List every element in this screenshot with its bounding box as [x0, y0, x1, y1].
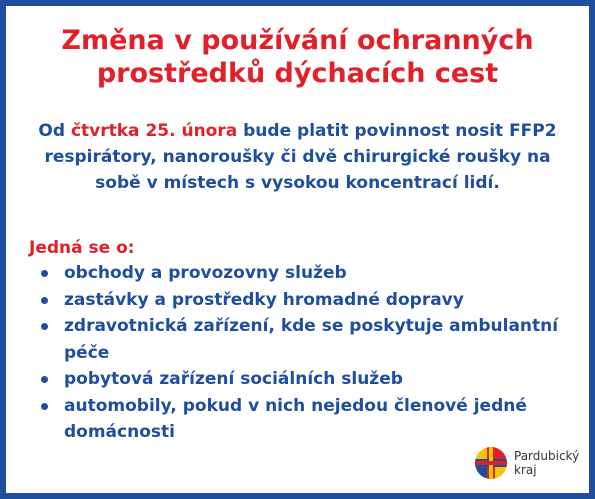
- intro-rest: bude platit povinnost nosit FFP2 respirátory, nanoroušky či dvě chirurgické roušky na sobě v místech s vysokou koncentrací lidí.: [44, 121, 557, 193]
- logo: [474, 446, 579, 480]
- logo-line1: Pardubický: [514, 449, 580, 463]
- list-heading: Jedná se o:: [29, 238, 135, 258]
- page-title: Změna v používání ochranných prostředků dýchacích cest: [61, 25, 534, 89]
- list-item: obchody a provozovny služeb: [38, 260, 568, 287]
- places-list: [38, 260, 568, 446]
- list-item: automobily, pokud v nich nejedou členové jedné domácnosti: [38, 393, 568, 446]
- pardubicky-kraj-cross-icon: [474, 446, 508, 480]
- logo-text: [514, 449, 579, 477]
- intro-lead: Od: [38, 121, 71, 141]
- list-item: pobytová zařízení sociálních služeb: [38, 366, 568, 393]
- intro-date-highlight: čtvrtka 25. února: [70, 121, 238, 141]
- list-item: zdravotnická zařízení, kde se poskytuje ambulantní péče: [38, 313, 568, 366]
- logo-line2: kraj: [514, 463, 537, 477]
- list-item: zastávky a prostředky hromadné dopravy: [38, 287, 568, 314]
- intro-paragraph: [30, 118, 565, 196]
